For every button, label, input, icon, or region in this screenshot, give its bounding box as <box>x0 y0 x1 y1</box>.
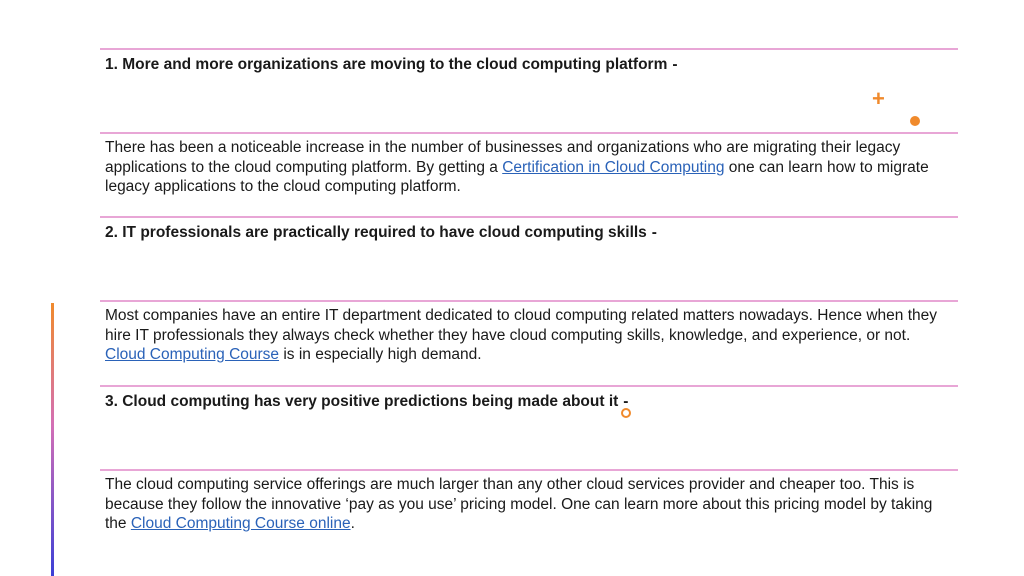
section-3-body-text-end: . <box>350 515 355 532</box>
table-rule <box>100 48 958 50</box>
table-rule <box>100 385 958 387</box>
section-2-dash: - <box>651 224 657 241</box>
section-3-body <box>105 475 955 534</box>
section-2-body-text-end: is in especially high demand. <box>279 346 482 363</box>
section-3-heading-text: 3. Cloud computing has very positive predictions being made about it <box>105 393 619 410</box>
table-rule <box>100 132 958 134</box>
section-2-heading <box>105 223 955 243</box>
section-1-heading-text: 1. More and more organizations are moving to the cloud computing platform <box>105 56 668 73</box>
table-rule <box>100 300 958 302</box>
ring-icon <box>621 408 631 418</box>
section-1-dash: - <box>672 56 678 73</box>
section-3-heading <box>105 392 955 412</box>
section-1-heading <box>105 55 955 75</box>
section-1-body-text: There has been a noticeable increase in the number of businesses and organizations who are migrating their legacy applications to the cloud computing platform. By getting a <box>105 139 901 176</box>
section-2-body <box>105 306 955 365</box>
gradient-side-bar <box>51 303 54 576</box>
section-1-body <box>105 138 955 197</box>
dot-icon <box>910 116 920 126</box>
section-2-heading-text: 2. IT professionals are practically required to have cloud computing skills <box>105 224 647 241</box>
section-3-dash: - <box>623 393 629 410</box>
section-1-body-text-end: one can learn how to migrate legacy applications to the cloud computing platform. <box>105 158 929 195</box>
course-link[interactable]: Cloud Computing Course <box>105 346 280 363</box>
table-rule <box>100 469 958 471</box>
section-2-body-text: Most companies have an entire IT department dedicated to cloud computing related matters nowadays. Hence when they hire IT professionals they always check whether they have cloud computing skills, knowledge, and experience, or not. <box>105 307 938 344</box>
certification-link[interactable]: Certification in Cloud Computing <box>502 158 725 176</box>
section-3-body-text: The cloud computing service offerings are much larger than any other cloud services provider and cheaper too. This is because they follow the innovative ‘pay as you use’ pricing model. One can learn more about this pricing model by taking the <box>105 476 933 532</box>
table-rule <box>100 216 958 218</box>
plus-icon: + <box>872 86 885 111</box>
course-online-link[interactable]: Cloud Computing Course online <box>130 515 351 532</box>
